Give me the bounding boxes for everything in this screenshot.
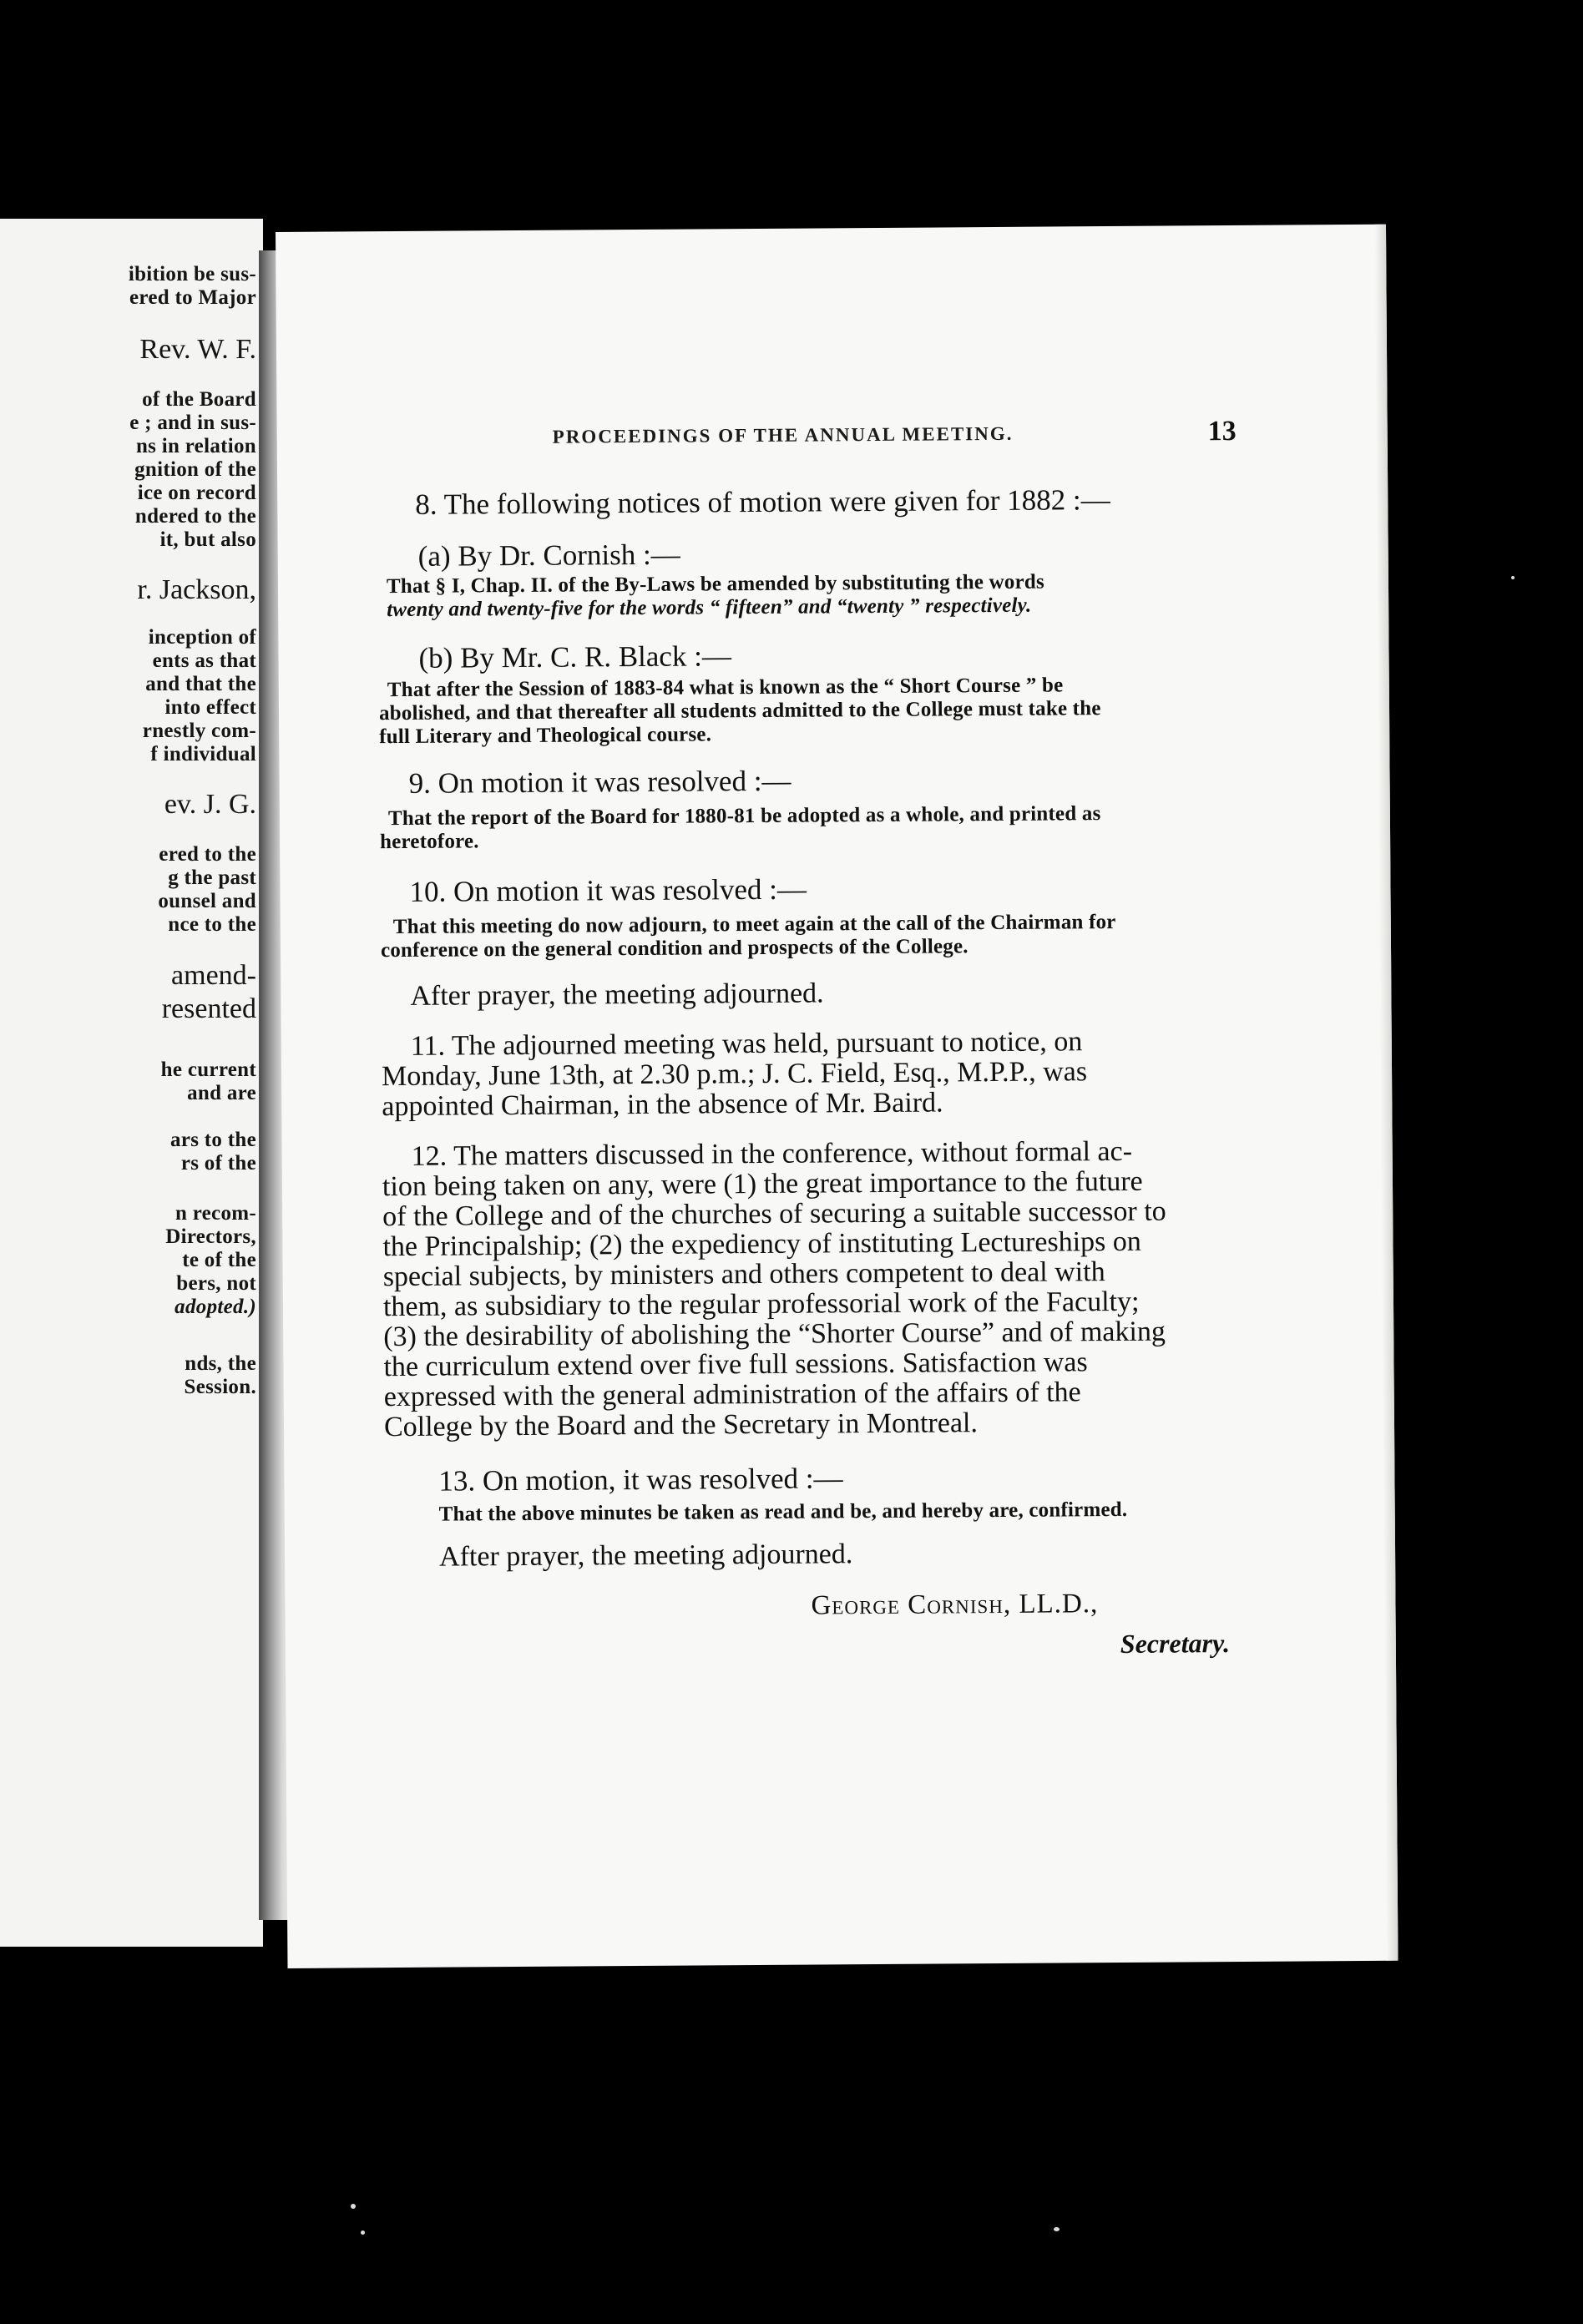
item-12-line-7: (3) the desirability of abolishing the “Shorter Course” and of making — [383, 1316, 1166, 1353]
item-11-line-1: 11. The adjourned meeting was held, pursuant to notice, on — [410, 1026, 1083, 1062]
left-page-fragment: adopted.) — [174, 1296, 256, 1318]
running-head: PROCEEDINGS OF THE ANNUAL MEETING. — [552, 422, 1014, 447]
left-page-fragment: g the past — [168, 866, 256, 889]
left-page-fragment: ibition be sus- — [128, 263, 256, 285]
item-8b-heading: (b) By Mr. C. R. Black :— — [418, 639, 732, 674]
left-page-fragment: nds, the — [185, 1352, 256, 1375]
item-8a-heading: (a) By Dr. Cornish :— — [417, 538, 680, 573]
item-8a-line-1: That § I, Chap. II. of the By-Laws be amended by substituting the words — [386, 570, 1044, 599]
item-12-line-8: the curriculum extend over five full sessions. Satisfaction was — [383, 1346, 1088, 1383]
left-page-fragment: inception of — [148, 626, 256, 649]
left-page-fragment: it, but also — [159, 528, 256, 551]
left-page-fragment: of the Board — [142, 388, 256, 411]
item-12-line-2: tion being taken on any, were (1) the great importance to the future — [382, 1165, 1143, 1203]
signature-title: Secretary. — [1120, 1628, 1231, 1659]
left-page-fragment: ns in relation — [135, 435, 256, 457]
left-page-fragment: rnestly com- — [142, 720, 256, 742]
item-8a-line-2: twenty and twenty-five for the words “ fifteen” and “twenty ” respectively. — [387, 594, 1032, 622]
left-page-fragment: into effect — [164, 696, 256, 719]
left-page-fragment: ounsel and — [158, 890, 256, 912]
left-page-fragment: rs of the — [180, 1152, 256, 1175]
item-8b-line-3: full Literary and Theological course. — [379, 723, 712, 749]
item-8b-line-2: abolished, and that thereafter all students admitted to the College must take the — [378, 697, 1101, 725]
item-12-line-5: special subjects, by ministers and others competent to deal with — [382, 1256, 1105, 1293]
item-11-line-3: appointed Chairman, in the absence of Mr. Baird. — [382, 1087, 943, 1123]
left-page-fragment: ered to Major — [129, 286, 256, 309]
left-page-fragment: ice on record — [137, 482, 256, 504]
page-number: 13 — [1207, 415, 1237, 447]
item-8b-line-1: That after the Session of 1883-84 what is known as the “ Short Course ” be — [387, 674, 1064, 702]
left-page-fragment: ered to the — [159, 843, 256, 866]
left-page-fragment: bers, not — [176, 1272, 256, 1295]
left-page-fragment: ev. J. G. — [164, 789, 256, 820]
page-edge-shadow — [1374, 225, 1398, 1961]
left-page-fragment: resented — [161, 993, 256, 1024]
left-page-fragment: and that the — [145, 673, 256, 695]
left-facing-page — [0, 219, 263, 1947]
left-page-fragment: amend- — [171, 960, 256, 991]
item-9-heading: 9. On motion it was resolved :— — [408, 764, 792, 800]
left-page-fragment: f individual — [150, 743, 256, 765]
left-page-fragment: ndered to the — [134, 505, 256, 528]
item-12-line-10: College by the Board and the Secretary in Montreal. — [383, 1407, 979, 1443]
left-page-fragment: Directors, — [165, 1225, 256, 1248]
signature-name: George Cornish, LL.D., — [811, 1589, 1099, 1621]
item-12-line-4: the Principalship; (2) the expediency of instituting Lectureships on — [382, 1225, 1141, 1263]
left-page-fragment: Rev. W. F. — [139, 334, 256, 365]
dust-speck — [1511, 576, 1515, 579]
right-page — [276, 225, 1398, 1968]
item-12-line-1: 12. The matters discussed in the conference, without formal ac- — [411, 1135, 1133, 1172]
left-page-fragment: n recom- — [174, 1202, 256, 1225]
item-12-line-6: them, as subsidiary to the regular professorial work of the Faculty; — [382, 1286, 1140, 1323]
item-11-line-2: Monday, June 13th, at 2.30 p.m.; J. C. Field, Esq., M.P.P., was — [381, 1056, 1088, 1093]
dust-speck — [351, 2204, 356, 2209]
item-13-line: That the above minutes be taken as read and be, and hereby are, confirmed. — [438, 1498, 1128, 1526]
left-page-fragment: gnition of the — [134, 458, 256, 481]
after-prayer-adjourned-1: After prayer, the meeting adjourned. — [410, 978, 824, 1012]
item-10-line-1: That this meeting do now adjourn, to meet again at the call of the Chairman for — [392, 910, 1116, 939]
left-page-fragment: he current — [160, 1058, 256, 1081]
left-page-fragment: te of the — [182, 1249, 256, 1271]
dust-speck — [1054, 2227, 1060, 2231]
item-9-line-1: That the report of the Board for 1880-81 be adopted as a whole, and printed as — [387, 802, 1101, 831]
left-page-fragment: nce to the — [168, 913, 256, 936]
left-page-fragment: ents as that — [152, 649, 256, 672]
item-12-line-9: expressed with the general administration of the affairs of the — [383, 1377, 1081, 1413]
item-9-line-2: heretofore. — [380, 830, 479, 854]
item-10-line-2: conference on the general condition and prospects of the College. — [380, 935, 969, 962]
left-page-fragment: r. Jackson, — [137, 574, 256, 605]
left-page-fragment: e ; and in sus- — [129, 412, 256, 434]
left-page-fragment: and are — [187, 1082, 256, 1104]
after-prayer-adjourned-2: After prayer, the meeting adjourned. — [438, 1538, 853, 1573]
left-page-fragment: Session. — [184, 1376, 256, 1398]
dust-speck — [361, 2231, 365, 2235]
item-8-heading: 8. The following notices of motion were given for 1882 :— — [415, 483, 1110, 521]
left-page-fragment: ars to the — [170, 1129, 256, 1151]
item-10-heading: 10. On motion it was resolved :— — [409, 872, 807, 908]
item-13-heading: 13. On motion, it was resolved :— — [438, 1462, 843, 1498]
item-12-line-3: of the College and of the churches of securing a suitable successor to — [382, 1195, 1166, 1233]
